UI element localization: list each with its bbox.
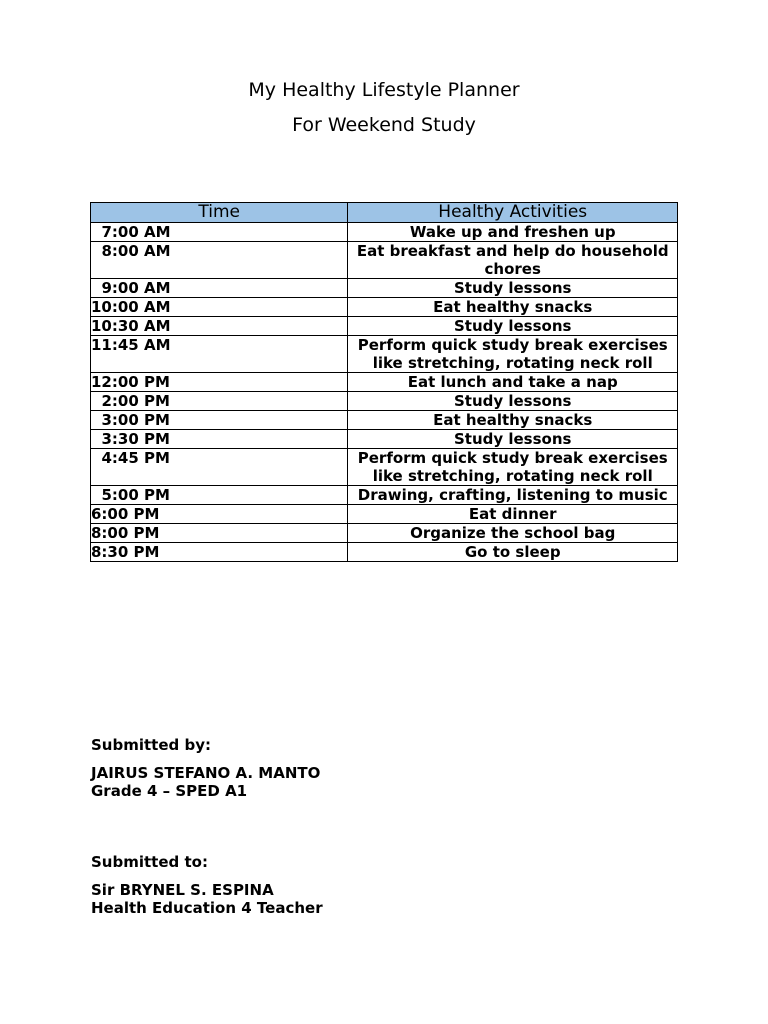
activity-cell: Study lessons <box>348 317 678 336</box>
time-column-header: Time <box>91 203 348 223</box>
submitted-by-label: Submitted by: <box>91 736 211 754</box>
table-row <box>91 298 678 317</box>
activity-cell: Perform quick study break exercises like stretching, rotating neck roll <box>348 336 678 373</box>
submitted-to-label: Submitted to: <box>91 853 208 871</box>
teacher-role: Health Education 4 Teacher <box>91 899 323 917</box>
activity-cell: Eat dinner <box>348 505 678 524</box>
activity-cell: Study lessons <box>348 279 678 298</box>
time-cell: 8:00 AM <box>91 242 348 279</box>
teacher-name: Sir BRYNEL S. ESPINA <box>91 881 274 899</box>
time-cell: 3:00 PM <box>91 411 348 430</box>
activity-cell: Organize the school bag <box>348 524 678 543</box>
table-row <box>91 317 678 336</box>
time-cell: 12:00 PM <box>91 373 348 392</box>
activity-cell: Eat healthy snacks <box>348 298 678 317</box>
time-cell: 11:45 AM <box>91 336 348 373</box>
student-grade: Grade 4 – SPED A1 <box>91 782 248 800</box>
activity-cell: Drawing, crafting, listening to music <box>348 486 678 505</box>
document-subtitle: For Weekend Study <box>292 114 476 136</box>
time-cell: 4:45 PM <box>91 449 348 486</box>
document-title: My Healthy Lifestyle Planner <box>248 79 520 101</box>
time-cell: 8:00 PM <box>91 524 348 543</box>
table-row <box>91 392 678 411</box>
time-cell: 8:30 PM <box>91 543 348 562</box>
table-row <box>91 336 678 373</box>
time-cell: 3:30 PM <box>91 430 348 449</box>
table-header-row <box>91 203 678 223</box>
activity-cell: Perform quick study break exercises like stretching, rotating neck roll <box>348 449 678 486</box>
activity-cell: Eat lunch and take a nap <box>348 373 678 392</box>
table-row <box>91 373 678 392</box>
activity-cell: Study lessons <box>348 392 678 411</box>
table-row <box>91 223 678 242</box>
table-row <box>91 543 678 562</box>
time-cell: 2:00 PM <box>91 392 348 411</box>
table-row <box>91 411 678 430</box>
time-cell: 9:00 AM <box>91 279 348 298</box>
table-row <box>91 279 678 298</box>
time-cell: 7:00 AM <box>91 223 348 242</box>
table-row <box>91 524 678 543</box>
activity-cell: Eat healthy snacks <box>348 411 678 430</box>
planner-table <box>90 202 678 562</box>
activity-cell: Go to sleep <box>348 543 678 562</box>
time-cell: 6:00 PM <box>91 505 348 524</box>
activity-cell: Eat breakfast and help do household chores <box>348 242 678 279</box>
table-row <box>91 430 678 449</box>
table-row <box>91 505 678 524</box>
time-cell: 10:00 AM <box>91 298 348 317</box>
activity-cell: Wake up and freshen up <box>348 223 678 242</box>
activity-cell: Study lessons <box>348 430 678 449</box>
table-row <box>91 449 678 486</box>
table-row <box>91 242 678 279</box>
time-cell: 10:30 AM <box>91 317 348 336</box>
table-row <box>91 486 678 505</box>
activity-column-header: Healthy Activities <box>348 203 678 223</box>
student-name: JAIRUS STEFANO A. MANTO <box>91 764 321 782</box>
time-cell: 5:00 PM <box>91 486 348 505</box>
